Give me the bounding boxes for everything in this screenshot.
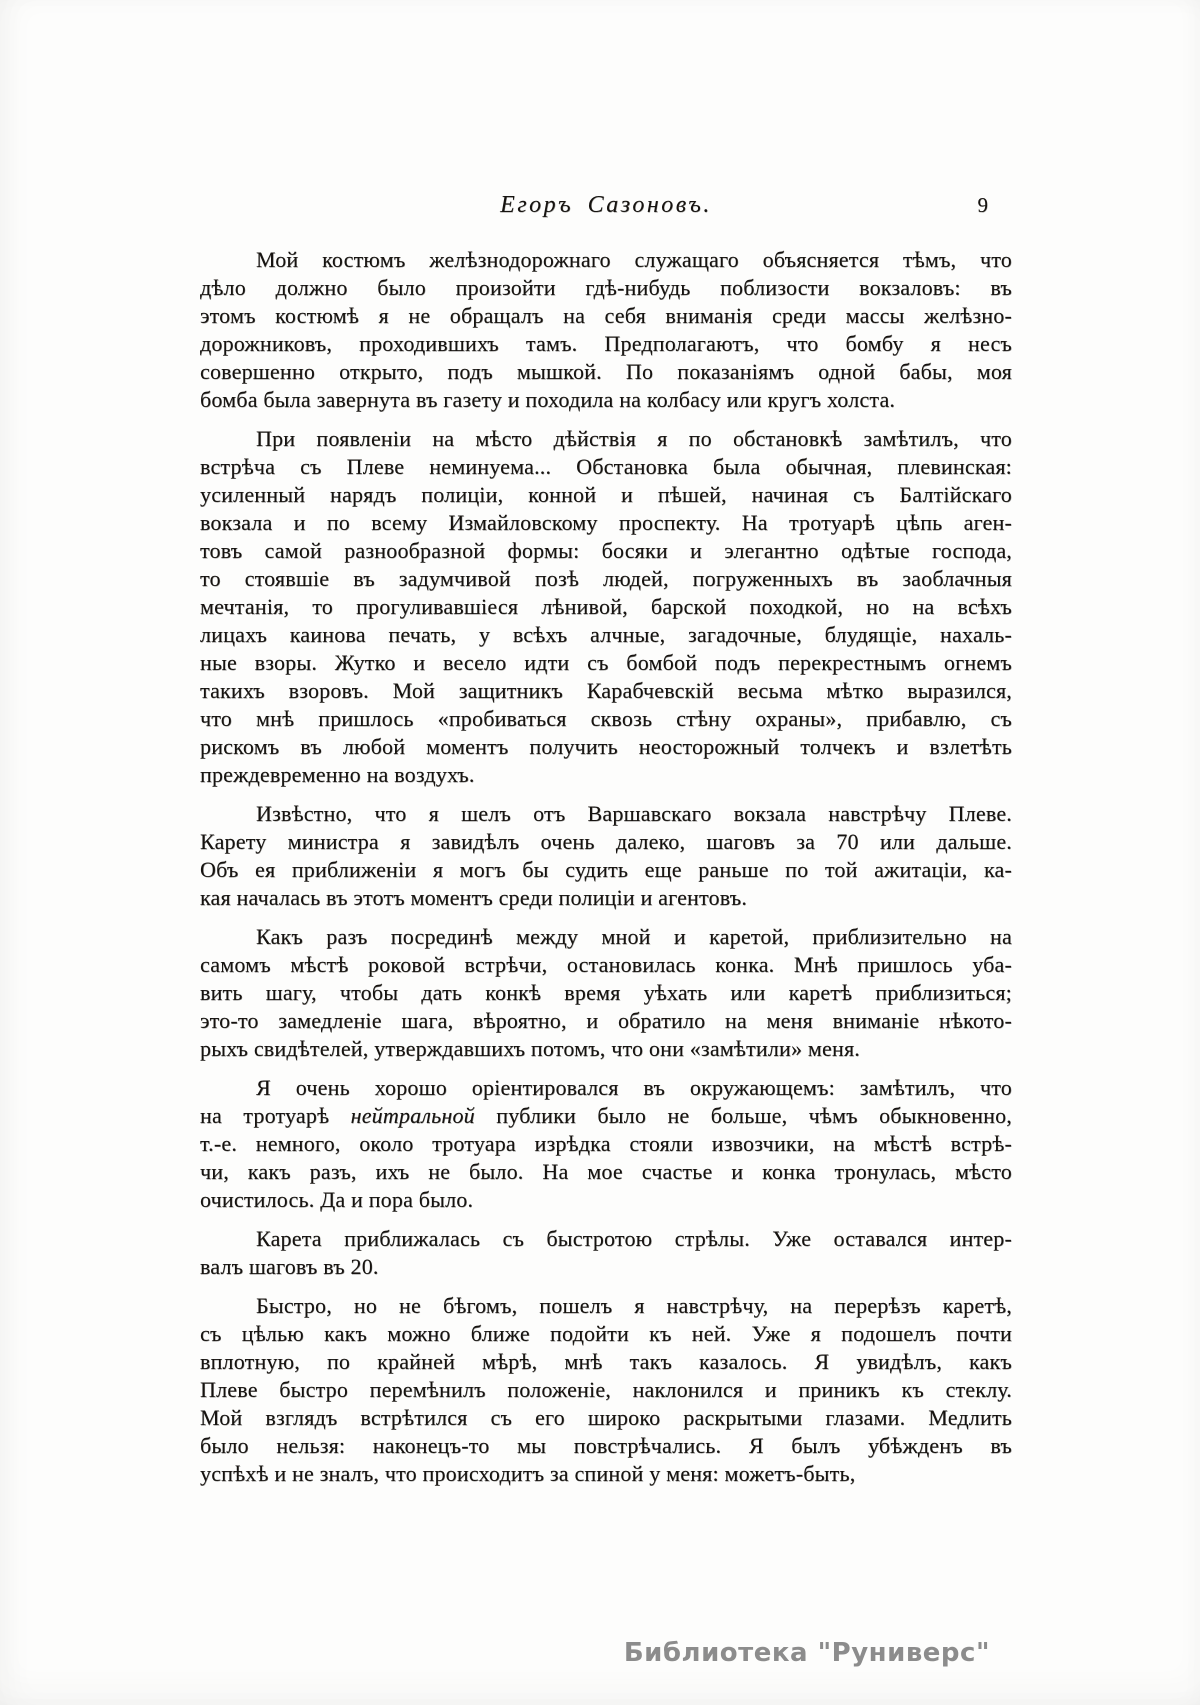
text-line: Какъ разъ посрединѣ между мной и каретой, приблизительно на bbox=[256, 924, 1012, 949]
text-line: дорожниковъ, проходившихъ тамъ. Предполагаютъ, что бомбу я несъ bbox=[200, 331, 1012, 356]
text-line: то стоявшіе въ задумчивой позѣ людей, погруженныхъ въ заоблачныя bbox=[200, 566, 1012, 591]
text-line: вить шагу, чтобы дать конкѣ время уѣхать или каретѣ приблизиться; bbox=[200, 980, 1012, 1005]
text-line: успѣхѣ и не зналъ, что происходитъ за спиной у меня: можетъ-быть, bbox=[200, 1461, 856, 1486]
text-line: товъ самой разнообразной формы: босяки и элегантно одѣтые господа, bbox=[200, 538, 1012, 563]
paragraph bbox=[200, 800, 1012, 912]
text-line: лицахъ каинова печать, у всѣхъ алчные, загадочные, блудящіе, нахаль- bbox=[200, 622, 1012, 647]
text-line: на тротуарѣ нейтральной публики было не больше, чѣмъ обыкновенно, bbox=[200, 1103, 1012, 1128]
text-line: этомъ костюмѣ я не обращалъ на себя вниманія среди массы желѣзно- bbox=[200, 303, 1012, 328]
paragraph bbox=[200, 1074, 1012, 1214]
text-line: Плеве быстро перемѣнилъ положеніе, наклонился и приникъ къ стеклу. bbox=[200, 1377, 1012, 1402]
paragraph bbox=[200, 1292, 1012, 1488]
text-line: встрѣча съ Плеве неминуема... Обстановка была обычная, плевинская: bbox=[200, 454, 1012, 479]
text-line: было нельзя: наконецъ-то мы повстрѣчались. Я былъ убѣжденъ въ bbox=[200, 1433, 1012, 1458]
text-line: это-то замедленіе шага, вѣроятно, и обратило на меня вниманіе нѣкото- bbox=[200, 1008, 1012, 1033]
text-line: валъ шаговъ въ 20. bbox=[200, 1254, 379, 1279]
text-line: рыхъ свидѣтелей, утверждавшихъ потомъ, что они «замѣтили» меня. bbox=[200, 1036, 860, 1061]
text-line: усиленный нарядъ полиціи, конной и пѣшей, начиная съ Балтійскаго bbox=[200, 482, 1012, 507]
text-line: Извѣстно, что я шелъ отъ Варшавскаго вокзала навстрѣчу Плеве. bbox=[256, 801, 1012, 826]
paragraph bbox=[200, 246, 1012, 414]
page-number: 9 bbox=[977, 193, 988, 217]
page-header bbox=[200, 192, 1012, 224]
text-line: мечтанія, то прогуливавшіеся лѣнивой, барской походкой, но на всѣхъ bbox=[200, 594, 1012, 619]
text-line: Объ ея приближеніи я могъ бы судить еще раньше по той ажитаціи, ка- bbox=[200, 857, 1012, 882]
paragraph bbox=[200, 425, 1012, 789]
paragraph bbox=[200, 1225, 1012, 1281]
text-line: Мой взглядъ встрѣтился съ его широко раскрытыми глазами. Медлить bbox=[200, 1405, 1012, 1430]
text-line: ные взоры. Жутко и весело идти съ бомбой подъ перекрестнымъ огнемъ bbox=[200, 650, 1012, 675]
text-line: такихъ взоровъ. Мой защитникъ Карабчевскій весьма мѣтко выразился, bbox=[200, 678, 1012, 703]
text-line: рискомъ въ любой моментъ получить неосторожный толчекъ и взлетѣть bbox=[200, 734, 1012, 759]
text-line: кая началась въ этотъ моментъ среди полиціи и агентовъ. bbox=[200, 885, 748, 910]
text-line: т.-е. немного, около тротуара изрѣдка стояли извозчики, на мѣстѣ встрѣ- bbox=[200, 1131, 1012, 1156]
text-line: Мой костюмъ желѣзнодорожнаго служащаго объясняется тѣмъ, что bbox=[256, 247, 1012, 272]
text-line: Я очень хорошо оріентировался въ окружающемъ: замѣтилъ, что bbox=[256, 1075, 1012, 1100]
text-line: Карета приближалась съ быстротою стрѣлы. Уже оставался интер- bbox=[256, 1226, 1012, 1251]
text-line: При появленіи на мѣсто дѣйствія я по обстановкѣ замѣтилъ, что bbox=[256, 426, 1012, 451]
running-title: Егоръ Сазоновъ. bbox=[500, 192, 712, 218]
text-body bbox=[200, 246, 1012, 1488]
text-line: съ цѣлью какъ можно ближе подойти къ ней. Уже я подошелъ почти bbox=[200, 1321, 1012, 1346]
text-line: вокзала и по всему Измайловскому проспекту. На тротуарѣ цѣпь аген- bbox=[200, 510, 1012, 535]
text-line: дѣло должно было произойти гдѣ-нибудь поблизости вокзаловъ: въ bbox=[200, 275, 1012, 300]
text-line: чи, какъ разъ, ихъ не было. На мое счастье и конка тронулась, мѣсто bbox=[200, 1159, 1012, 1184]
library-watermark: Библиотека "Руниверс" bbox=[623, 1638, 990, 1668]
text-line: самомъ мѣстѣ роковой встрѣчи, остановилась конка. Мнѣ пришлось уба- bbox=[200, 952, 1012, 977]
text-line: вплотную, по крайней мѣрѣ, мнѣ такъ казалось. Я увидѣлъ, какъ bbox=[200, 1349, 1012, 1374]
text-line: Карету министра я завидѣлъ очень далеко, шаговъ за 70 или дальше. bbox=[200, 829, 1012, 854]
text-block bbox=[200, 192, 1012, 1488]
text-line: бомба была завернута въ газету и походила на колбасу или кругъ холста. bbox=[200, 387, 896, 412]
text-line: совершенно открыто, подъ мышкой. По показаніямъ одной бабы, моя bbox=[200, 359, 1012, 384]
text-line: что мнѣ пришлось «пробиваться сквозь стѣну охраны», прибавлю, съ bbox=[200, 706, 1012, 731]
text-line: очистилось. Да и пора было. bbox=[200, 1187, 474, 1212]
text-line: Быстро, но не бѣгомъ, пошелъ я навстрѣчу, на перерѣзъ каретѣ, bbox=[256, 1293, 1012, 1318]
text-line: преждевременно на воздухъ. bbox=[200, 762, 475, 787]
paragraph bbox=[200, 923, 1012, 1063]
